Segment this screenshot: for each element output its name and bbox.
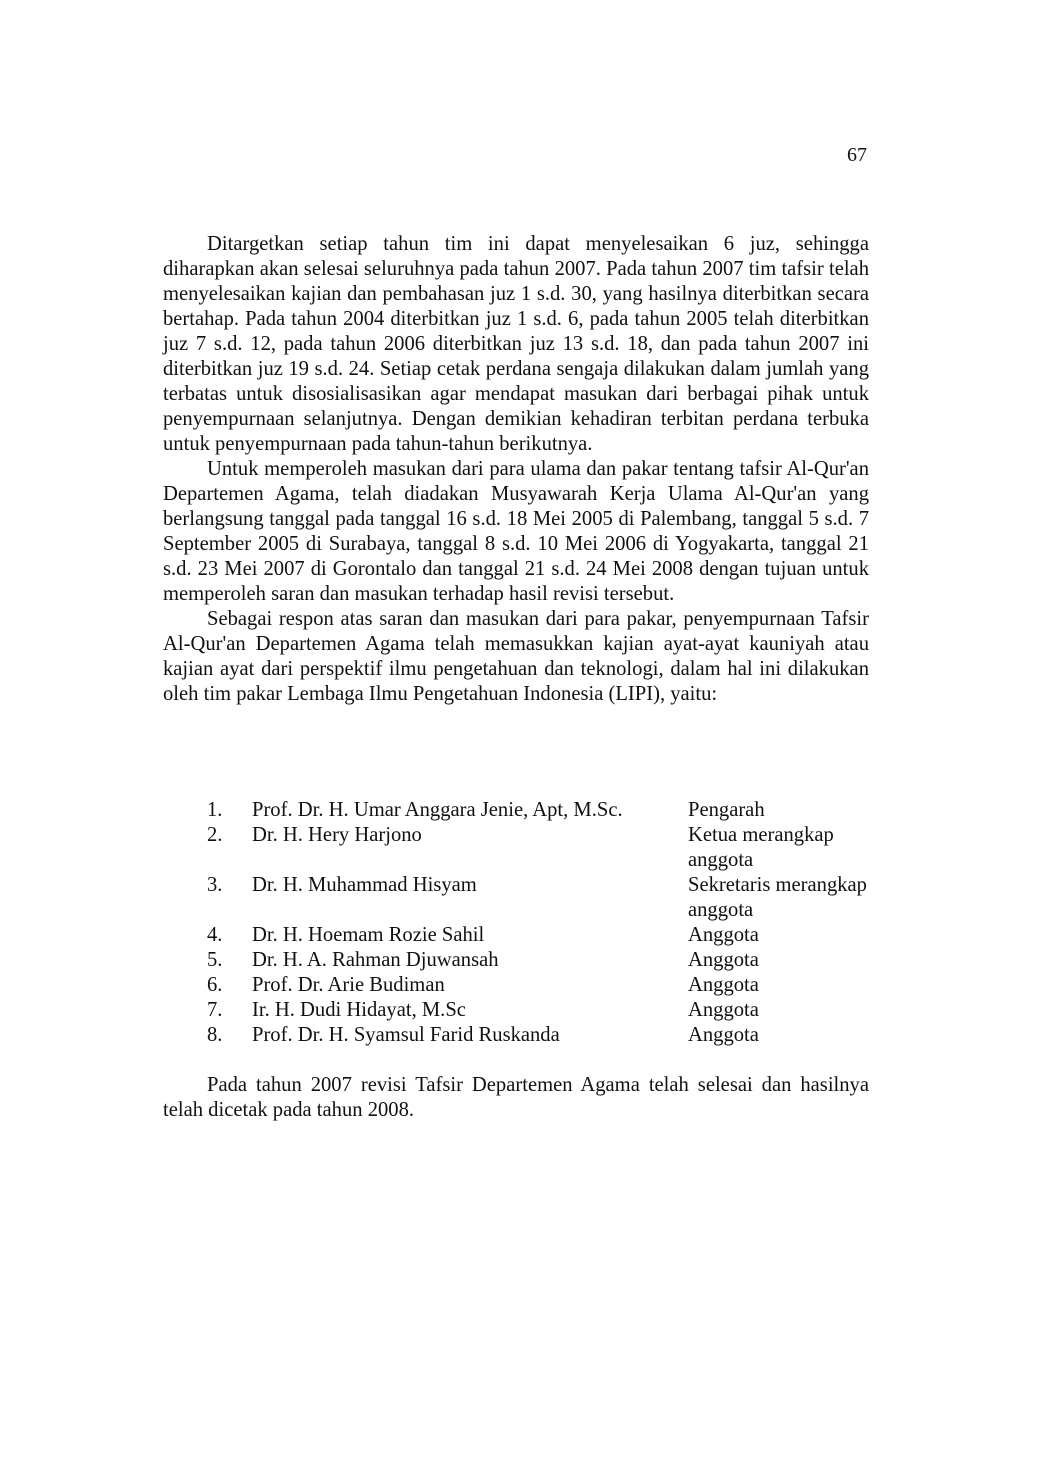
team-member-name: Dr. H. Muhammad Hisyam bbox=[252, 874, 477, 896]
team-member-row bbox=[163, 1023, 869, 1048]
team-member-role: Anggota bbox=[688, 974, 759, 996]
team-member-name: Prof. Dr. H. Umar Anggara Jenie, Apt, M.Sc. bbox=[252, 799, 623, 821]
body-text bbox=[163, 232, 869, 707]
team-member-row bbox=[163, 998, 869, 1023]
team-member-number: 6. bbox=[207, 974, 223, 996]
team-member-role: Anggota bbox=[688, 949, 759, 971]
team-member-role: Ketua merangkap anggota bbox=[688, 824, 834, 871]
closing-section bbox=[163, 1073, 869, 1123]
team-member-number: 4. bbox=[207, 924, 223, 946]
team-member-role: Sekretaris merangkap anggota bbox=[688, 874, 867, 921]
team-member-row bbox=[163, 973, 869, 998]
team-member-row bbox=[163, 823, 869, 873]
paragraph-targets: Ditargetkan setiap tahun tim ini dapat menyelesaikan 6 juz, sehingga diharapkan akan selesai seluruhnya pada tahun 2007. Pada tahun 2007 tim tafsir telah menyelesaikan kajian dan pembahasan juz 1 s.d. 30, yang hasilnya diterbitkan secara bertahap. Pada tahun 2004 diterbitkan juz 1 s.d. 6, pada tahun 2005 telah diterbitkan juz 7 s.d. 12, pada tahun 2006 diterbitkan juz 13 s.d. 18, dan pada tahun 2007 ini diterbitkan juz 19 s.d. 24. Setiap cetak perdana sengaja dilakukan dalam jumlah yang terbatas untuk disosialisasikan agar mendapat masukan dari berbagai pihak untuk penyempurnaan selanjutnya. Dengan demikian kehadiran terbitan perdana terbuka untuk penyempurnaan pada tahun-tahun berikutnya. bbox=[163, 233, 869, 455]
team-member-number: 8. bbox=[207, 1024, 223, 1046]
team-member-role: Anggota bbox=[688, 1024, 759, 1046]
team-member-number: 5. bbox=[207, 949, 223, 971]
team-member-role: Anggota bbox=[688, 924, 759, 946]
team-member-name: Dr. H. Hery Harjono bbox=[252, 824, 422, 846]
paragraph-consultation: Untuk memperoleh masukan dari para ulama dan pakar tentang tafsir Al-Qur'an Departemen Agama, telah diadakan Musyawarah Kerja Ulama Al-Qur'an yang berlangsung tanggal pada tanggal 16 s.d. 18 Mei 2005 di Palembang, tanggal 5 s.d. 7 September 2005 di Surabaya, tanggal 8 s.d. 10 Mei 2006 di Yogyakarta, tanggal 21 s.d. 23 Mei 2007 di Gorontalo dan tanggal 21 s.d. 24 Mei 2008 dengan tujuan untuk memperoleh saran dan masukan terhadap hasil revisi tersebut. bbox=[163, 458, 869, 605]
team-member-row bbox=[163, 948, 869, 973]
team-member-row bbox=[163, 923, 869, 948]
team-member-row bbox=[163, 873, 869, 923]
team-member-number: 7. bbox=[207, 999, 223, 1021]
team-member-role: Pengarah bbox=[688, 799, 765, 821]
team-member-name: Ir. H. Dudi Hidayat, M.Sc bbox=[252, 999, 466, 1021]
paragraph-lipi-team: Sebagai respon atas saran dan masukan dari para pakar, penyempurnaan Tafsir Al-Qur'an Departemen Agama telah memasukkan kajian ayat-ayat kauniyah atau kajian ayat dari perspektif ilmu pengetahuan dan teknologi, dalam hal ini dilakukan oleh tim pakar Lembaga Ilmu Pengetahuan Indonesia (LIPI), yaitu: bbox=[163, 608, 869, 705]
team-member-number: 2. bbox=[207, 824, 223, 846]
team-list bbox=[163, 798, 869, 1048]
team-member-number: 3. bbox=[207, 874, 223, 896]
team-member-name: Prof. Dr. Arie Budiman bbox=[252, 974, 445, 996]
team-member-number: 1. bbox=[207, 799, 223, 821]
team-member-name: Dr. H. A. Rahman Djuwansah bbox=[252, 949, 499, 971]
page-number: 67 bbox=[847, 144, 867, 166]
team-member-name: Prof. Dr. H. Syamsul Farid Ruskanda bbox=[252, 1024, 560, 1046]
closing-paragraph: Pada tahun 2007 revisi Tafsir Departemen Agama telah selesai dan hasilnya telah dicetak pada tahun 2008. bbox=[163, 1074, 869, 1121]
team-member-row bbox=[163, 798, 869, 823]
team-member-role: Anggota bbox=[688, 999, 759, 1021]
team-member-name: Dr. H. Hoemam Rozie Sahil bbox=[252, 924, 485, 946]
